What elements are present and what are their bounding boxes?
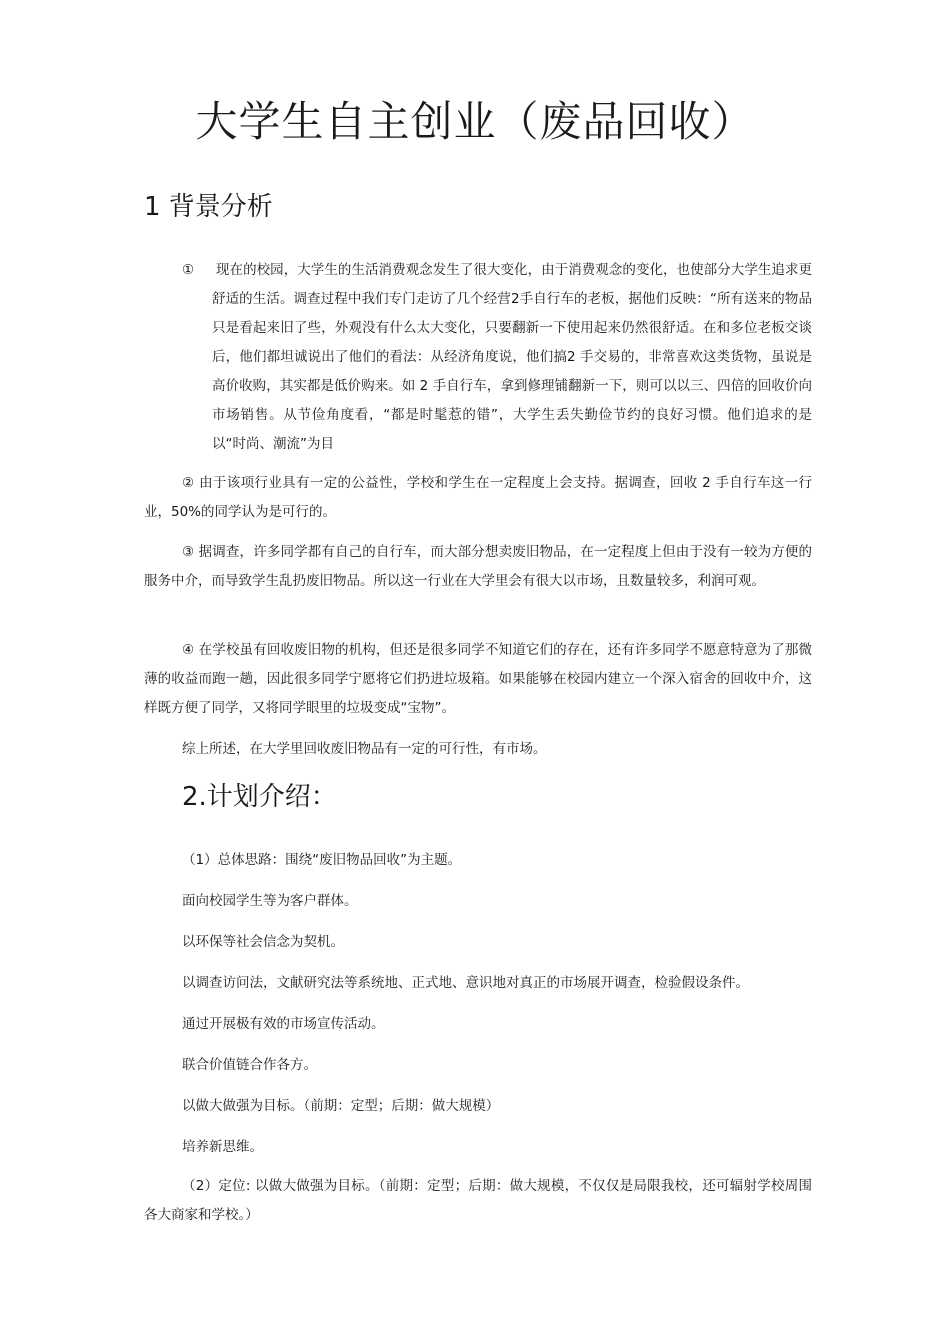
plan-line-2: 面向校园学生等为客户群体。 — [182, 893, 358, 909]
page-title: 大学生自主创业（废品回收） — [195, 97, 755, 146]
background-item-4: ④ 在学校虽有回收废旧物的机构，但还是很多同学不知道它们的存在，还有许多同学不愿意特意为了那微薄的收益而跑一趟，因此很多同学宁愿将它们扔进垃圾箱。如果能够在校园内建立一个深入宿舍的回收中介，这样既方便了同学，又将同学眼里的垃圾变成“宝物”。 — [144, 642, 812, 716]
background-item-2: ② 由于该项行业具有一定的公益性，学校和学生在一定程度上会支持。据调查，回收 2 手自行车这一行业，50%的同学认为是可行的。 — [144, 475, 812, 520]
section-heading-plan: 2.计划介绍： — [182, 782, 337, 812]
section-heading-background: 1 背景分析 — [144, 192, 273, 222]
plan-line-6: 联合价值链合作各方。 — [182, 1057, 317, 1073]
plan-line-5: 通过开展极有效的市场宣传活动。 — [182, 1016, 385, 1032]
plan-line-1: （1）总体思路：围绕“废旧物品回收”为主题。 — [182, 852, 462, 868]
plan-positioning: （2）定位: 以做大做强为目标。（前期：定型；后期：做大规模，不仅仅是局限我校，还可辐射学校周围各大商家和学校。） — [144, 1178, 812, 1223]
background-item-1: 现在的校园，大学生的生活消费观念发生了很大变化，由于消费观念的变化，也使部分大学生追求更舒适的生活。调查过程中我们专门走访了几个经营2手自行车的老板，据他们反映：“所有送来的物品只是看起来旧了些，外观没有什么太大变化，只要翻新一下使用起来仍然很舒适。在和多位老板交谈后，他们都坦诚说出了他们的看法：从经济角度说，他们搞2 手交易的，非常喜欢这类货物，虽说是高价收购，其实都是低价购来。如 2 手自行车，拿到修理铺翻新一下，则可以以三、四倍的回收价向市场销售。从节俭角度看，“都是时髦惹的错”，大学生丢失勤俭节约的良好习惯。他们追求的是以“时尚、潮流”为目 — [212, 262, 812, 452]
plan-line-4: 以调查访问法，文献研究法等系统地、正式地、意识地对真正的市场展开调查，检验假设条件。 — [182, 975, 749, 991]
plan-line-3: 以环保等社会信念为契机。 — [182, 934, 344, 950]
plan-line-8: 培养新思维。 — [182, 1139, 263, 1155]
background-item-3: ③ 据调查，许多同学都有自己的自行车，而大部分想卖废旧物品，在一定程度上但由于没有一较为方便的服务中介，而导致学生乱扔废旧物品。所以这一行业在大学里会有很大以市场，且数量较多，利润可观。 — [144, 544, 812, 589]
plan-line-7: 以做大做强为目标。（前期：定型；后期：做大规模） — [182, 1098, 500, 1114]
list-number-1: ① — [182, 262, 195, 278]
background-summary: 综上所述，在大学里回收废旧物品有一定的可行性，有市场。 — [182, 741, 547, 757]
